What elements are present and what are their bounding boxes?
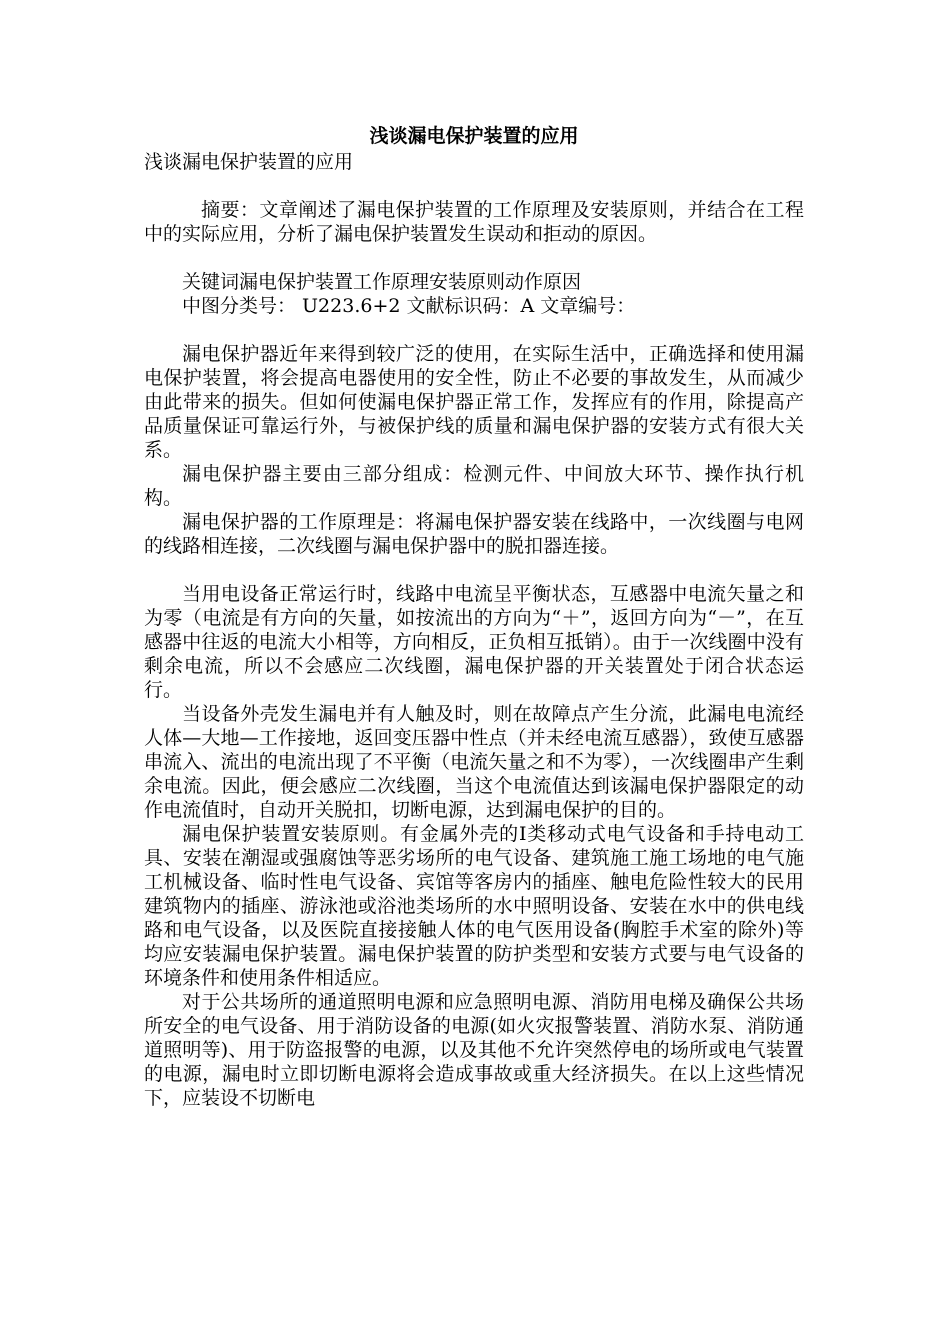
abstract-paragraph: 摘要：文章阐述了漏电保护装置的工作原理及安装原则，并结合在工程中的实际应用，分析了漏电保护装置发生误动和拒动的原因。 xyxy=(144,199,804,245)
spacer xyxy=(144,246,804,270)
body-paragraph: 漏电保护器近年来得到较广泛的使用，在实际生活中，正确选择和使用漏电保护装置，将会提高电器使用的安全性，防止不必要的事故发生，从而减少由此带来的损失。但如何使漏电保护器正常工作，发挥应有的作用，除提高产品质量保证可靠运行外，与被保护线的质量和漏电保护器的安装方式有很大关系。 xyxy=(144,343,804,461)
document-page xyxy=(144,122,804,1332)
body-paragraph: 漏电保护装置安装原则。有金属外壳的Ⅰ类移动式电气设备和手持电动工具、安装在潮湿或强腐蚀等恶劣场所的电气设备、建筑施工施工场地的电气施工机械设备、临时性电气设备、宾馆等客房内的插座、触电危险性较大的民用建筑物内的插座、游泳池或浴池类场所的水中照明设备、安装在水中的供电线路和电气设备，以及医院直接接触人体的电气医用设备(胸腔手术室的除外)等均应安装漏电保护装置。漏电保护装置的防护类型和安装方式要与电气设备的环境条件和使用条件相适应。 xyxy=(144,823,804,989)
document-title: 浅谈漏电保护装置的应用 xyxy=(369,125,579,147)
body-paragraph: 漏电保护器主要由三部分组成：检测元件、中间放大环节、操作执行机构。 xyxy=(144,463,804,509)
spacer xyxy=(144,558,804,582)
body-paragraph: 当用电设备正常运行时，线路中电流呈平衡状态，互感器中电流矢量之和为零（电流是有方向的矢量，如按流出的方向为“＋”，返回方向为“－”，在互感器中往返的电流大小相等，方向相反，正负相互抵销）。由于一次线圈中没有剩余电流，所以不会感应二次线圈，漏电保护器的开关装置处于闭合状态运行。 xyxy=(144,583,804,701)
spacer xyxy=(144,318,804,342)
body-paragraph: 对于公共场所的通道照明电源和应急照明电源、消防用电梯及确保公共场所安全的电气设备、用于消防设备的电源(如火灾报警装置、消防水泵、消防通道照明等)、用于防盗报警的电源，以及其他不允许突然停电的场所或电气装置的电源，漏电时立即切断电源将会造成事故或重大经济损失。在以上这些情况下，应装设不切断电 xyxy=(144,991,804,1109)
body-paragraph: 当设备外壳发生漏电并有人触及时，则在故障点产生分流，此漏电电流经人体—大地—工作接地，返回变压器中性点（并未经电流互感器），致使互感器串流入、流出的电流出现了不平衡（电流矢量之和不为零），一次线圈串产生剩余电流。因此，便会感应二次线圈，当这个电流值达到该漏电保护器限定的动作电流值时，自动开关脱扣，切断电源，达到漏电保护的目的。 xyxy=(144,703,804,821)
spacer xyxy=(144,174,804,198)
document-subtitle: 浅谈漏电保护装置的应用 xyxy=(144,151,354,173)
classification-line: 中图分类号： U223.6+2 文献标识码：A 文章编号： xyxy=(182,295,636,317)
keywords-line: 关键词漏电保护装置工作原理安装原则动作原因 xyxy=(182,271,582,293)
body-paragraph: 漏电保护器的工作原理是：将漏电保护器安装在线路中，一次线圈与电网的线路相连接，二次线圈与漏电保护器中的脱扣器连接。 xyxy=(144,511,804,557)
